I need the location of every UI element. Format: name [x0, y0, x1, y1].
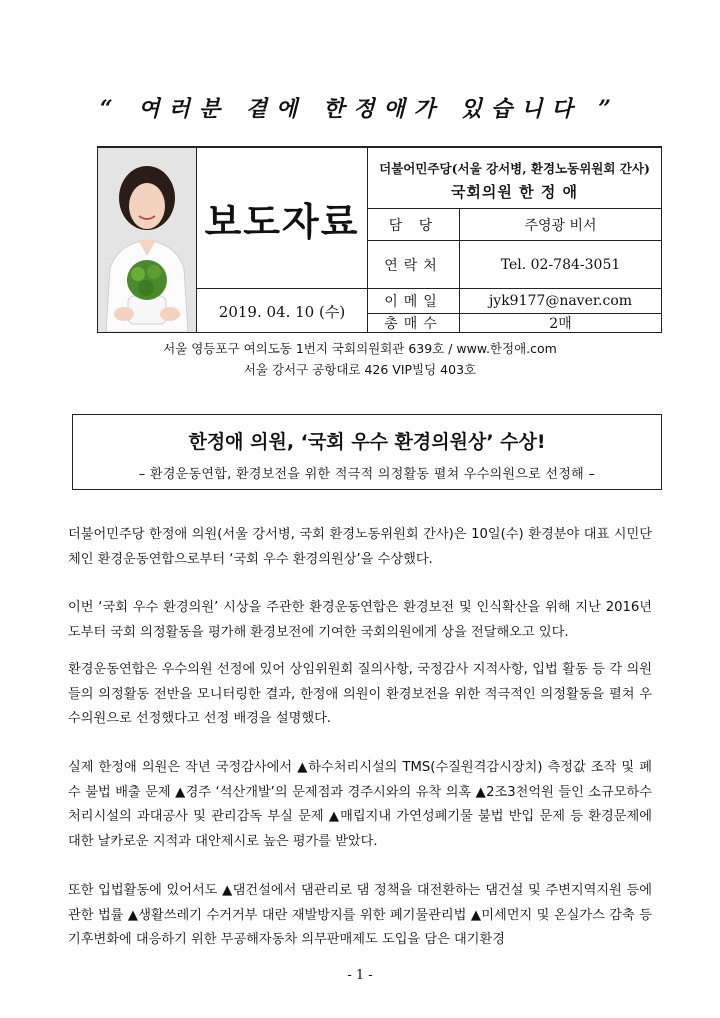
paragraph: 실제 한정애 의원은 작년 국정감사에서 ▲하수처리시설의 TMS(수질원격감시장치) 측정값 조작 및 폐수 불법 배출 문제 ▲경주 ‘석산개발’의 문제점과 경주시와의 유착 의혹 ▲2조3천억원 들인 소규모하수처리시설의 과대공사 및 관리감독 부실 문제 ▲매립지내 가연성폐기물 불법 반입 문제 등 환경문제에 대한 날카로운 지적과 대안제시로 높은 평가를 받았다. — [68, 760, 652, 849]
contact-value: 2매 — [549, 316, 572, 332]
headline-title: 한정애 의원, ‘국회 우수 환경의원상’ 수상! — [188, 431, 546, 453]
release-date: 2019. 04. 10 (수) — [197, 288, 368, 333]
headline-subtitle: – 환경운동연합, 환경보전을 위한 적극적 의정활동 펼쳐 우수의원으로 선정해 – — [138, 467, 596, 482]
paragraph: 환경운동연합은 우수의원 선정에 있어 상임위원회 질의사항, 국정감사 지적사항, 입법 활동 등 각 의원들의 의정활동 전반을 모니터링한 결과, 한정애 의원이 환경보전을 위한 적극적인 의정활동을 펼쳐 우수의원으로 선정했다고 선정 배경을 설명했다. — [68, 662, 652, 726]
contact-label: 담 당 — [368, 209, 460, 240]
address-line-2: 서울 강서구 공항대로 426 VIP빌딩 403호 — [243, 362, 477, 377]
paragraph: 이번 ‘국회 우수 환경의원’ 시상을 주관한 환경운동연합은 환경보전 및 인식확산을 위해 지난 2016년도부터 국회 의정활동을 평가해 환경보전에 기여한 국회의원에게 상을 전달해오고 있다. — [68, 600, 652, 640]
contact-row-email — [368, 289, 661, 314]
paragraph: 또한 입법활동에 있어서도 ▲댐건설에서 댐관리로 댐 정책을 대전환하는 댐건설 및 주변지역지원 등에 관한 법률 ▲생활쓰레기 수거거부 대란 재발방지를 위한 폐기물관리법 ▲미세먼지 및 온실가스 감축 등 기후변화에 대응하기 위한 무공해자동차 의무판매제도 도입을 담은 대기환경 — [68, 883, 652, 947]
contact-value: jyk9177@naver.com — [488, 293, 633, 309]
page-number: - 1 - — [347, 968, 373, 983]
org-info — [368, 148, 661, 209]
contact-label: 총매수 — [368, 314, 460, 332]
contact-label: 이메일 — [368, 289, 460, 313]
paragraph: 더불어민주당 한정애 의원(서울 강서병, 국회 환경노동위원회 간사)은 10일(수) 환경분야 대표 시민단체인 환경운동연합으로부터 ‘국회 우수 환경의원상’을 수상했다. — [68, 527, 652, 567]
lawmaker-photo — [98, 148, 197, 332]
contact-row-pages — [368, 314, 661, 332]
slogan: “ 여러분 곁에 한정애가 있습니다 ” — [100, 96, 620, 122]
lawmaker-name: 국회의원 한 정 애 — [450, 183, 579, 201]
press-header-table — [97, 146, 662, 333]
document-type-title: 보도자료 — [197, 148, 368, 288]
contact-row-phone — [368, 241, 661, 289]
contact-value: 주영광 비서 — [524, 217, 597, 234]
headline-box — [72, 414, 662, 490]
contact-value: Tel. 02-784-3051 — [500, 256, 621, 273]
contact-row-manager — [368, 209, 661, 241]
party-affiliation: 더불어민주당(서울 강서병, 환경노동위원회 간사) — [379, 161, 650, 176]
contact-label: 연락처 — [368, 241, 460, 288]
address-line-1: 서울 영등포구 여의도동 1번지 국회의원회관 639호 / www.한정애.com — [163, 341, 557, 356]
